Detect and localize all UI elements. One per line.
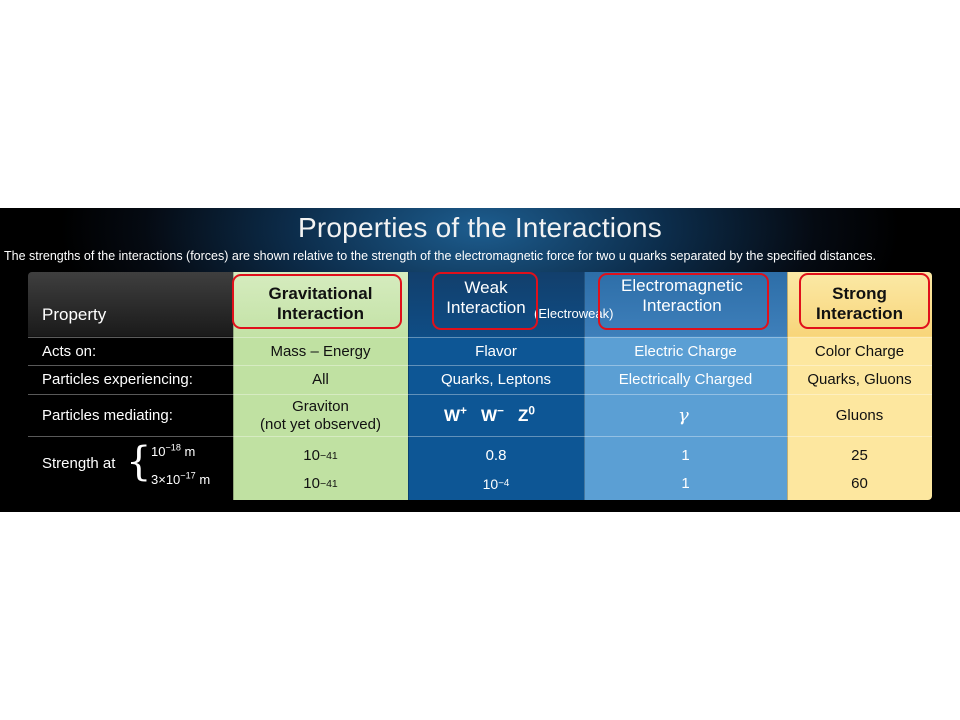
strength-weak-1: 0.8 (485, 447, 507, 464)
acts-on-weak: Flavor (475, 342, 517, 360)
highlight-box-strong (799, 273, 930, 329)
header-electromagnetic-line1: Electromagnetic (621, 276, 743, 295)
header-gravitational-line1: Gravitational (268, 284, 373, 303)
header-strong-line1: Strong (832, 284, 887, 303)
w-plus-boson: W+ (444, 402, 467, 425)
strength-electromagnetic-2: 1 (681, 475, 690, 492)
row-label-experiencing: Particles experiencing: (42, 371, 193, 388)
mediating-gravitational-line2: (not yet observed) (260, 415, 381, 433)
mediating-electromagnetic: γ (678, 404, 689, 426)
acts-on-strong: Color Charge (814, 342, 905, 360)
distance-2: $3\times 10^{-17}$ m (151, 470, 211, 487)
interactions-banner (0, 208, 960, 512)
mediating-gravitational (233, 395, 408, 436)
header-property: Property (42, 305, 107, 324)
experiencing-electromagnetic: Electrically Charged (618, 371, 753, 388)
row-label-acts-on: Acts on: (42, 342, 97, 360)
w-minus-boson: W− (481, 402, 504, 425)
electroweak-label: (Electroweak) (534, 306, 614, 321)
distance-1: $10^{-18}$ m (151, 442, 196, 459)
strength-gravitational-1: 10 −41 (303, 447, 338, 464)
page-title: Properties of the Interactions (298, 212, 662, 243)
page-subtitle: The strengths of the interactions (forces) are shown relative to the strength of the electromagnetic force for two u quarks separated by the specified distances. (4, 249, 876, 263)
highlight-box-weak (432, 272, 538, 330)
mediating-weak (408, 395, 584, 436)
experiencing-gravitational: All (312, 371, 329, 388)
mediating-gravitational-line1: Graviton (292, 397, 349, 415)
experiencing-strong: Quarks, Gluons (807, 371, 912, 388)
z-boson: $Z^0$ (518, 402, 536, 425)
header-gravitational-line2: Interaction (277, 304, 364, 323)
strength-weak-2: 10 −4 (482, 476, 510, 492)
row-label-strength: Strength at (42, 455, 116, 472)
acts-on-electromagnetic: Electric Charge (634, 342, 737, 360)
header-weak-line2: Interaction (446, 298, 526, 317)
header-weak-line1: Weak (464, 278, 508, 297)
header-strong-line2: Interaction (816, 304, 903, 323)
highlight-box-gravitational (232, 274, 402, 329)
experiencing-weak: Quarks, Leptons (440, 371, 552, 388)
header-electromagnetic-line2: Interaction (642, 296, 722, 315)
row-divider (28, 436, 932, 437)
strength-strong-2: 60 (851, 475, 868, 492)
brace-symbol: { (126, 439, 152, 485)
mediating-strong: Gluons (835, 406, 884, 424)
strength-electromagnetic-1: 1 (681, 447, 690, 464)
acts-on-gravitational: Mass – Energy (270, 342, 371, 360)
highlight-box-electromagnetic (598, 273, 769, 330)
strength-gravitational-2: 10 −41 (303, 475, 338, 492)
strength-strong-1: 25 (851, 447, 868, 464)
row-label-mediating: Particles mediating: (42, 406, 173, 424)
